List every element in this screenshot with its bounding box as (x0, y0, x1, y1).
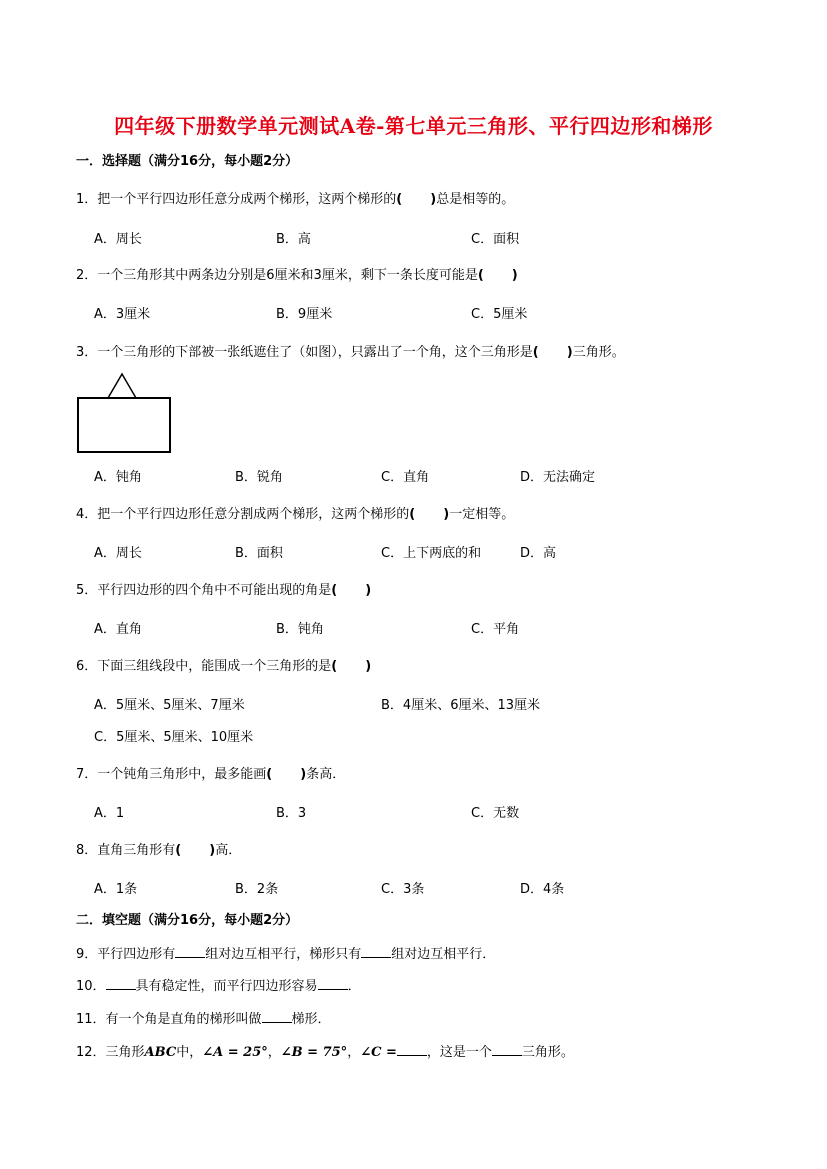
page-title: 四年级下册数学单元测试A卷-第七单元三角形、平行四边形和梯形 (114, 114, 713, 138)
question-text: 三角形。 (521, 1045, 574, 1060)
question-text: 组对边互相平行，梯形只有 (205, 947, 362, 962)
question-text: 总是相等的。 (436, 192, 515, 207)
separator: ， (347, 1045, 361, 1060)
option-b: B．面积 (235, 546, 283, 561)
option-a: A．直角 (94, 622, 142, 637)
answer-paren-open: ( (266, 767, 273, 782)
option-a: A．周长 (94, 546, 142, 561)
answer-paren-close: ) (430, 192, 437, 207)
question-3 (76, 341, 625, 360)
question-text: 具有稳定性，而平行四边形容易 (135, 979, 318, 994)
question-text: 条高． (306, 767, 346, 782)
answer-paren-open: ( (477, 268, 484, 283)
option-b: B．锐角 (235, 470, 283, 485)
fill-blank[interactable] (492, 1043, 522, 1056)
answer-paren-close: ) (300, 767, 307, 782)
answer-paren-close: ) (443, 507, 450, 522)
question-6 (76, 655, 371, 674)
question-text: ，这是一个 (426, 1045, 492, 1060)
question-text: 4．把一个平行四边形任意分割成两个梯形，这两个梯形的 (76, 507, 410, 522)
angle-c: ∠C = (360, 1045, 397, 1060)
triangle-covered-figure (76, 372, 176, 456)
answer-paren-open: ( (396, 192, 403, 207)
question-4 (76, 503, 514, 522)
question-text: 10． (76, 979, 106, 994)
question-text: 9．平行四边形有 (76, 947, 176, 962)
option-d: D．4条 (520, 882, 565, 897)
question-1 (76, 188, 514, 207)
option-b: B．9厘米 (276, 307, 333, 322)
question-text: 5．平行四边形的四个角中不可能出现的角是 (76, 583, 332, 598)
option-c: C．3条 (381, 882, 425, 897)
answer-paren-close: ) (365, 659, 372, 674)
answer-paren-open: ( (409, 507, 416, 522)
fill-blank[interactable] (361, 945, 391, 958)
option-d: D．高 (520, 546, 557, 561)
question-text: 高． (215, 843, 242, 858)
answer-paren-open: ( (175, 843, 182, 858)
question-text: 三角形。 (572, 345, 625, 360)
option-c: C．上下两底的和 (381, 546, 482, 561)
answer-paren-open: ( (331, 583, 338, 598)
question-text: 中， (176, 1045, 203, 1060)
option-c: C．平角 (471, 622, 520, 637)
option-b: B．3 (276, 806, 307, 821)
covering-paper (78, 398, 170, 452)
question-text: ． (347, 979, 361, 994)
question-text: 一定相等。 (449, 507, 515, 522)
question-text: 8．直角三角形有 (76, 843, 176, 858)
option-b: B．钝角 (276, 622, 324, 637)
answer-paren-close: ) (365, 583, 372, 598)
question-5 (76, 579, 371, 598)
answer-paren-open: ( (331, 659, 338, 674)
separator: ， (267, 1045, 281, 1060)
section-heading-choice: 一．选择题（满分16分，每小题2分） (76, 154, 299, 169)
option-a: A．3厘米 (94, 307, 151, 322)
question-text: 7．一个钝角三角形中，最多能画 (76, 767, 267, 782)
option-b: B．4厘米、6厘米、13厘米 (381, 698, 541, 713)
question-text: 2．一个三角形其中两条边分别是6厘米和3厘米，剩下一条长度可能是 (76, 268, 478, 283)
option-a: A．1 (94, 806, 125, 821)
option-a: A．5厘米、5厘米、7厘米 (94, 698, 245, 713)
fill-blank[interactable] (106, 977, 136, 990)
option-b: B．高 (276, 232, 311, 247)
question-11 (76, 1008, 331, 1027)
fill-blank[interactable] (262, 1010, 292, 1023)
question-text: 6．下面三组线段中，能围成一个三角形的是 (76, 659, 332, 674)
option-c: C．面积 (471, 232, 520, 247)
option-c: C．5厘米 (471, 307, 528, 322)
option-d: D．无法确定 (520, 470, 596, 485)
question-9 (76, 943, 495, 962)
angle-b: ∠B = 75° (280, 1045, 348, 1060)
question-text: 1．把一个平行四边形任意分成两个梯形，这两个梯形的 (76, 192, 397, 207)
fill-blank[interactable] (397, 1043, 427, 1056)
answer-paren-close: ) (511, 268, 518, 283)
option-a: A．钝角 (94, 470, 142, 485)
option-c: C．无数 (471, 806, 520, 821)
section-heading-fill: 二．填空题（满分16分，每小题2分） (76, 913, 299, 928)
question-text: 11．有一个角是直角的梯形叫做 (76, 1012, 262, 1027)
question-8 (76, 839, 241, 858)
angle-a: ∠A = 25° (202, 1045, 268, 1060)
option-c: C．5厘米、5厘米、10厘米 (94, 730, 254, 745)
fill-blank[interactable] (175, 945, 205, 958)
triangle-name: ABC (144, 1045, 177, 1060)
answer-paren-close: ) (209, 843, 216, 858)
question-text: 梯形． (291, 1012, 331, 1027)
option-b: B．2条 (235, 882, 279, 897)
answer-paren-close: ) (566, 345, 573, 360)
option-c: C．直角 (381, 470, 430, 485)
question-text: 12．三角形 (76, 1045, 145, 1060)
option-a: A．周长 (94, 232, 142, 247)
answer-paren-open: ( (532, 345, 539, 360)
question-12 (76, 1041, 574, 1060)
question-10 (76, 975, 361, 994)
question-text: 组对边互相平行． (391, 947, 496, 962)
triangle-tip (108, 374, 136, 398)
fill-blank[interactable] (318, 977, 348, 990)
option-a: A．1条 (94, 882, 138, 897)
question-text: 3．一个三角形的下部被一张纸遮住了（如图），只露出了一个角，这个三角形是 (76, 345, 533, 360)
question-7 (76, 763, 345, 782)
question-2 (76, 264, 518, 283)
